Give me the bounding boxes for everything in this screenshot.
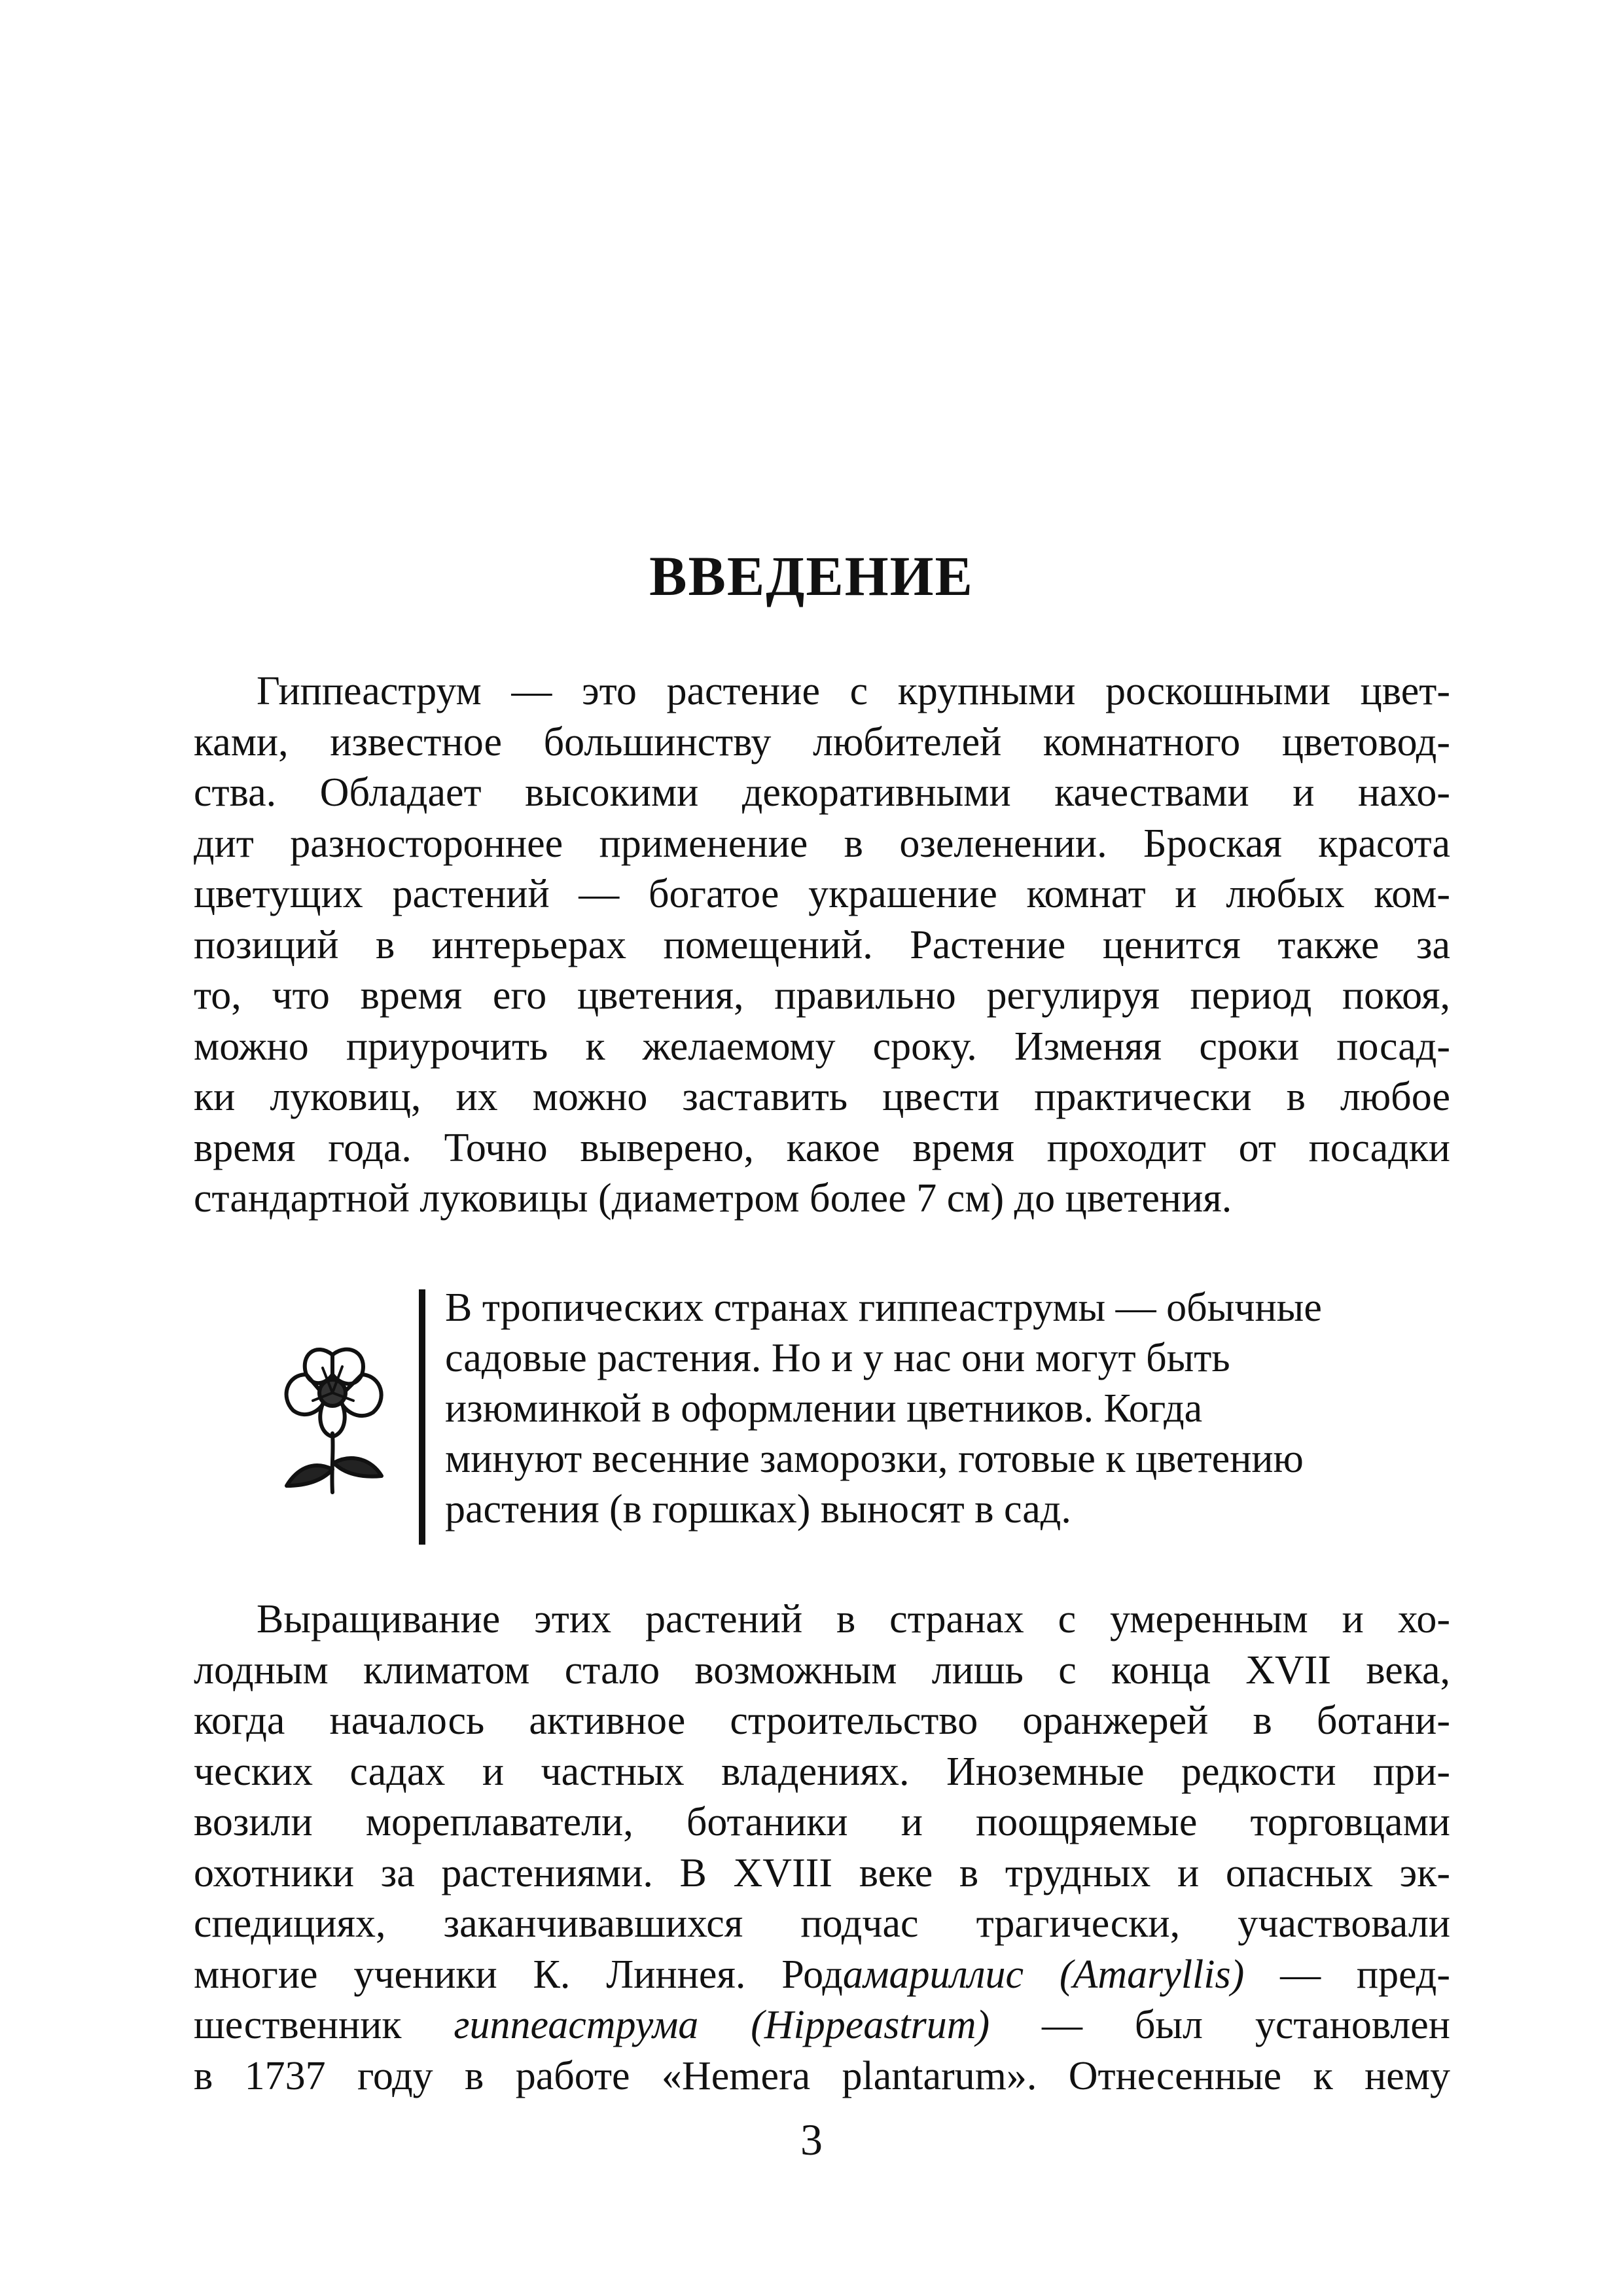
paragraph-line: стандартной луковицы (диаметром более 7 см) до цветения. <box>194 1176 1232 1221</box>
flower-icon <box>260 1329 404 1499</box>
paragraph-line: цветущих растений — богатое украшение комнат и любых ком- <box>194 872 1450 916</box>
paragraph-line: когда началось активное строительство оранжерей в ботани- <box>194 1698 1450 1743</box>
paragraph-line: ки луковиц, их можно заставить цвести практически в любое <box>194 1075 1450 1119</box>
paragraph-line: лодным климатом стало возможным лишь с конца XVII века, <box>194 1647 1450 1693</box>
paragraph-line: время года. Точно выверено, какое время проходит от посадки <box>194 1125 1450 1170</box>
paragraph-line: в 1737 году в работе «Hemera plantarum». Отнесенные к нему <box>194 2053 1450 2098</box>
text-run: — был установлен <box>990 2003 1450 2047</box>
paragraph-line: ками, известное большинству любителей комнатного цветовод- <box>194 719 1450 764</box>
sidebar-rule <box>419 1289 425 1545</box>
italic-term: гиппеаструма (Hippeastrum) <box>454 2003 990 2047</box>
paragraph-line: то, что время его цветения, правильно регулируя период покоя, <box>194 973 1450 1018</box>
sidebar-line: садовые растения. Но и у нас они могут быть <box>445 1336 1230 1380</box>
text-run: шественник <box>194 2003 454 2047</box>
paragraph-line: Выращивание этих растений в странах с умеренным и хо- <box>257 1597 1450 1641</box>
paragraph-line-mixed <box>194 1950 1450 2001</box>
text-run: многие ученики К. Линнея. Род <box>194 1952 843 1997</box>
paragraph-line: ческих садах и частных владениях. Иноземные редкости при- <box>194 1749 1450 1794</box>
paragraph-line-mixed <box>194 2000 1450 2051</box>
paragraph-line: спедициях, заканчивавшихся подчас трагически, участвовали <box>194 1901 1450 1946</box>
italic-term: амариллис (Amaryllis) <box>842 1952 1245 1997</box>
sidebar-line: минуют весенние заморозки, готовые к цветению <box>445 1437 1304 1481</box>
history-paragraph <box>194 1594 1450 2102</box>
paragraph-line: охотники за растениями. В XVIII веке в трудных и опасных эк- <box>194 1850 1450 1895</box>
paragraph-line: дит разностороннее применение в озеленении. Броская красота <box>194 821 1450 866</box>
intro-paragraph <box>194 666 1450 1225</box>
chapter-title: ВВЕДЕНИЕ <box>649 545 974 607</box>
sidebar-line: В тропических странах гиппеаструмы — обычные <box>445 1285 1322 1330</box>
paragraph-line: Гиппеаструм — это растение с крупными роскошными цвет- <box>257 669 1450 713</box>
paragraph-line: позиций в интерьерах помещений. Растение ценится также за <box>194 922 1450 967</box>
sidebar-note <box>249 1283 1453 1558</box>
sidebar-line: растения (в горшках) выносят в сад. <box>445 1487 1071 1532</box>
paragraph-line: можно приурочить к желаемому сроку. Изменяя сроки посад- <box>194 1024 1450 1069</box>
paragraph-line: возили мореплаватели, ботаники и поощряемые торговцами <box>194 1800 1450 1844</box>
sidebar-text <box>445 1283 1427 1535</box>
page-number: 3 <box>800 2115 823 2164</box>
paragraph-line: ства. Обладает высокими декоративными качествами и нахо- <box>194 770 1450 815</box>
text-run: — пред- <box>1244 1952 1450 1997</box>
sidebar-line: изюминкой в оформлении цветников. Когда <box>445 1386 1203 1431</box>
